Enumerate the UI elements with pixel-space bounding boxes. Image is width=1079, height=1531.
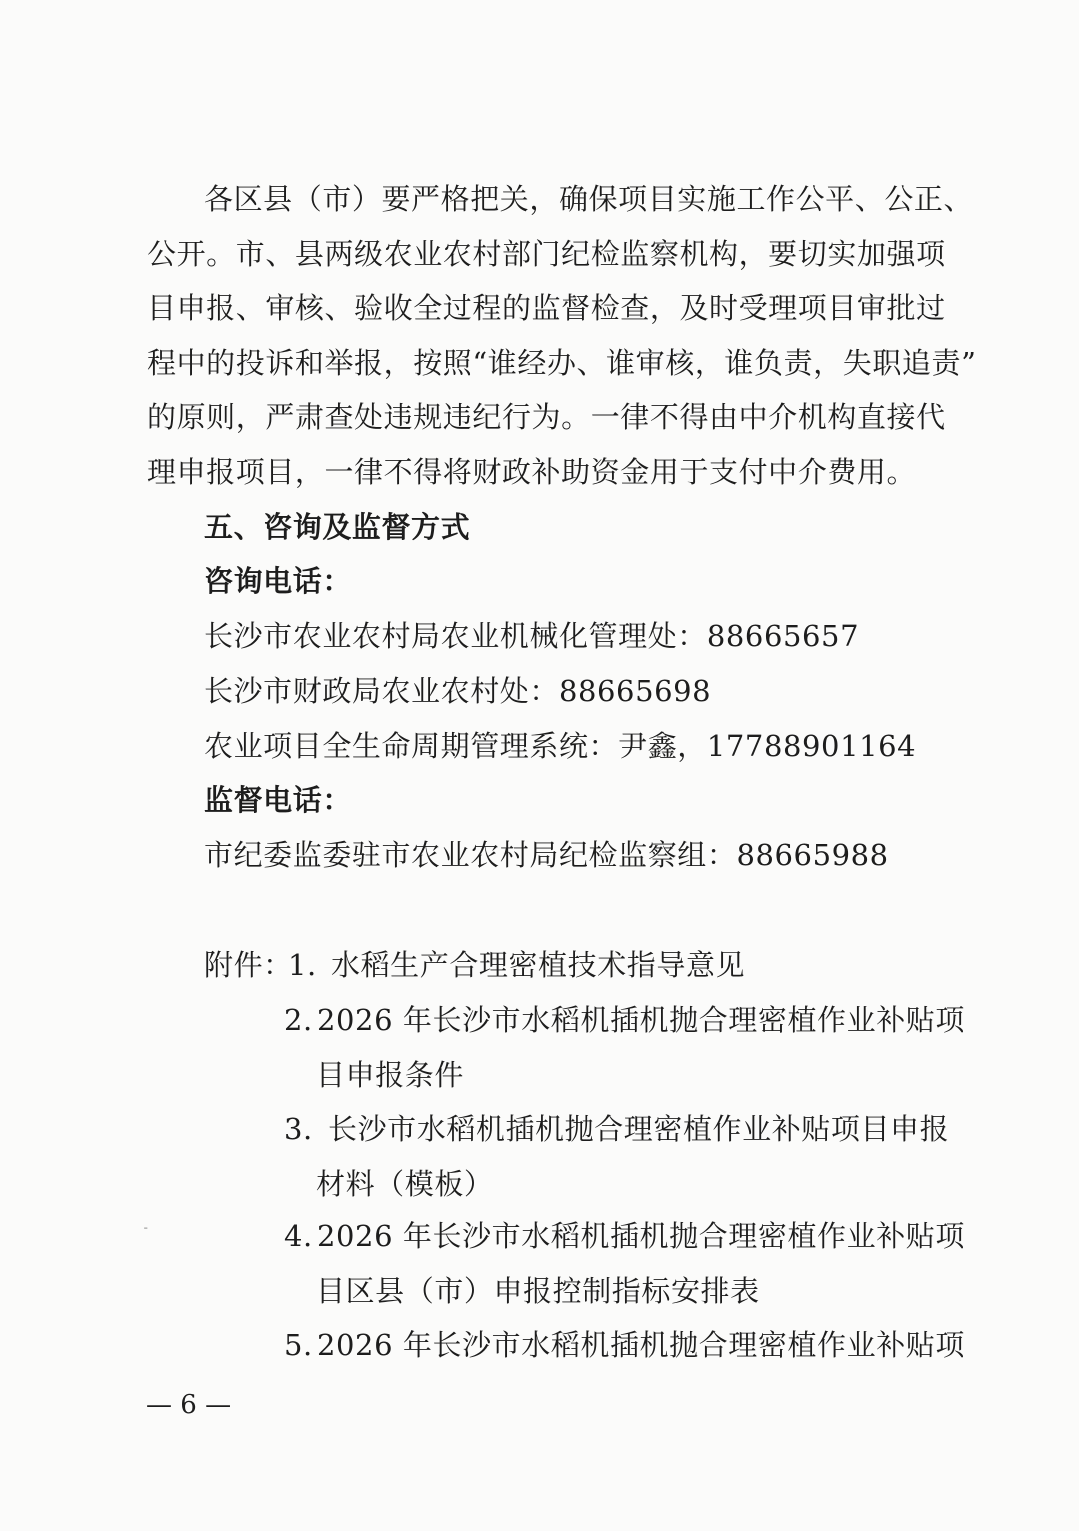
attachment-number: 2. xyxy=(284,1003,313,1037)
scan-speck: ˉ xyxy=(143,1226,149,1239)
attachment-number: 3. xyxy=(284,1112,313,1146)
paragraph-line: 公开。市、县两级农业农村部门纪检监察机构，要切实加强项 xyxy=(147,237,946,271)
attachment-title: 水稻生产合理密植技术指导意见 xyxy=(331,948,746,982)
contact-line: 农业项目全生命周期管理系统：尹鑫，17788901164 xyxy=(204,729,917,763)
paragraph-line: 程中的投诉和举报，按照“谁经办、谁审核，谁负责，失职追责” xyxy=(147,346,977,380)
paragraph-line: 的原则，严肃查处违规违纪行为。一律不得由中介机构直接代 xyxy=(147,400,946,434)
attachment-number: 4. xyxy=(284,1219,313,1253)
section-heading: 五、咨询及监督方式 xyxy=(204,510,471,544)
supervise-phone-label: 监督电话： xyxy=(204,783,352,817)
consult-phone-label: 咨询电话： xyxy=(204,564,352,598)
contact-line: 长沙市农业农村局农业机械化管理处：88665657 xyxy=(204,619,860,653)
attachment-number: 5. xyxy=(284,1328,313,1362)
paragraph-line: 目申报、审核、验收全过程的监督检查，及时受理项目审批过 xyxy=(147,291,946,325)
contact-line: 长沙市财政局农业农村处：88665698 xyxy=(204,674,712,708)
attachment-title-cont: 目申报条件 xyxy=(316,1058,464,1092)
attachment-title-cont: 材料（模板） xyxy=(316,1167,494,1201)
attachment-title-cont: 目区县（市）申报控制指标安排表 xyxy=(316,1274,760,1308)
attachment-title: 2026 年长沙市水稻机插机抛合理密植作业补贴项 xyxy=(317,1003,965,1037)
paragraph-line: 理申报项目，一律不得将财政补助资金用于支付中介费用。 xyxy=(147,455,917,489)
paragraph-line: 各区县（市）要严格把关，确保项目实施工作公平、公正、 xyxy=(204,182,974,216)
attachment-title: 2026 年长沙市水稻机插机抛合理密植作业补贴项 xyxy=(317,1219,965,1253)
attachment-number: 1. xyxy=(288,948,317,982)
attachments-label: 附件： xyxy=(204,948,293,982)
contact-line: 市纪委监委驻市农业农村局纪检监察组：88665988 xyxy=(204,838,889,872)
attachment-title: 2026 年长沙市水稻机插机抛合理密植作业补贴项 xyxy=(317,1328,965,1362)
page-number: — 6 — xyxy=(146,1390,232,1420)
attachment-title: 长沙市水稻机插机抛合理密植作业补贴项目申报 xyxy=(328,1112,950,1146)
